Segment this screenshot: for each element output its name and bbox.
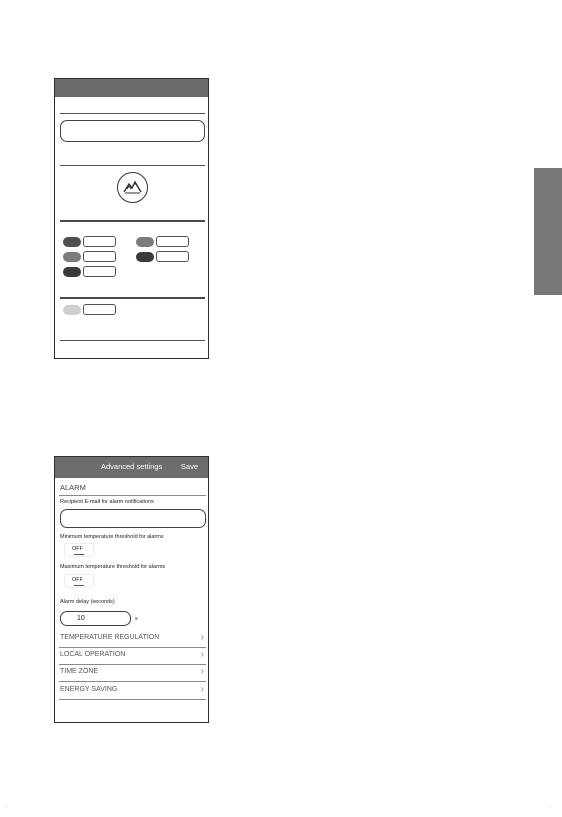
menu-label: ENERGY SAVING: [60, 686, 118, 693]
alarm-section-heading: ALARM: [60, 483, 86, 492]
min-temp-label: Minimum temperature threshold for alarms: [60, 534, 164, 540]
menu-time-zone[interactable]: [60, 665, 206, 681]
color-swatch-6[interactable]: [63, 305, 81, 315]
color-swatch-5[interactable]: [63, 267, 81, 277]
device-screen-overview: [54, 78, 209, 359]
color-swatch-4[interactable]: [136, 252, 154, 262]
toggle-indicator: [74, 554, 84, 555]
divider: [59, 681, 206, 682]
divider: [60, 220, 205, 222]
chevron-right-icon: ›: [200, 666, 204, 677]
alarm-delay-label: Alarm delay (seconds): [60, 599, 115, 605]
crop-mark: ‧: [6, 806, 8, 812]
page-title: Advanced settings: [101, 462, 163, 471]
alarm-delay-unit: s: [135, 616, 138, 622]
max-temp-toggle[interactable]: [65, 575, 93, 587]
divider: [60, 113, 205, 114]
alarm-delay-input[interactable]: [60, 611, 131, 626]
mountain-logo-icon[interactable]: [117, 172, 148, 203]
chevron-right-icon: ›: [200, 684, 204, 695]
menu-energy-saving[interactable]: [60, 683, 206, 699]
max-temp-label: Maximum temperature threshold for alarms: [60, 564, 166, 570]
swatch-value-5[interactable]: [83, 266, 116, 277]
screen-header: [55, 457, 208, 478]
swatch-value-1[interactable]: [83, 236, 116, 247]
divider: [59, 495, 206, 496]
color-swatch-1[interactable]: [63, 237, 81, 247]
divider: [60, 165, 205, 166]
color-swatch-3[interactable]: [63, 252, 81, 262]
divider: [60, 297, 205, 299]
divider: [60, 340, 205, 341]
crop-mark: ‧: [549, 806, 551, 812]
alarm-delay-value: 10: [77, 615, 85, 622]
toggle-indicator: [74, 585, 84, 586]
screen-header-bar: [55, 79, 208, 97]
chevron-right-icon: ›: [200, 632, 204, 643]
chevron-right-icon: ›: [200, 649, 204, 660]
menu-label: TIME ZONE: [60, 668, 99, 675]
recipient-email-input[interactable]: [60, 509, 206, 528]
name-input[interactable]: [60, 120, 205, 142]
divider: [59, 699, 206, 700]
color-swatch-2[interactable]: [136, 237, 154, 247]
toggle-state: OFF: [72, 546, 83, 552]
swatch-value-6[interactable]: [83, 304, 116, 315]
swatch-value-3[interactable]: [83, 251, 116, 262]
recipient-email-label: Recipient E-mail for alarm notifications: [60, 499, 154, 505]
toggle-state: OFF: [72, 577, 83, 583]
save-button[interactable]: Save: [180, 462, 198, 471]
min-temp-toggle[interactable]: [65, 544, 93, 556]
menu-label: LOCAL OPERATION: [60, 651, 126, 658]
advanced-settings-screen: [54, 456, 209, 723]
menu-label: TEMPERATURE REGULATION: [60, 634, 160, 641]
swatch-value-4[interactable]: [156, 251, 189, 262]
menu-temperature-regulation[interactable]: [60, 631, 206, 647]
menu-local-operation[interactable]: [60, 648, 206, 664]
swatch-value-2[interactable]: [156, 236, 189, 247]
chapter-tab: [534, 168, 562, 295]
